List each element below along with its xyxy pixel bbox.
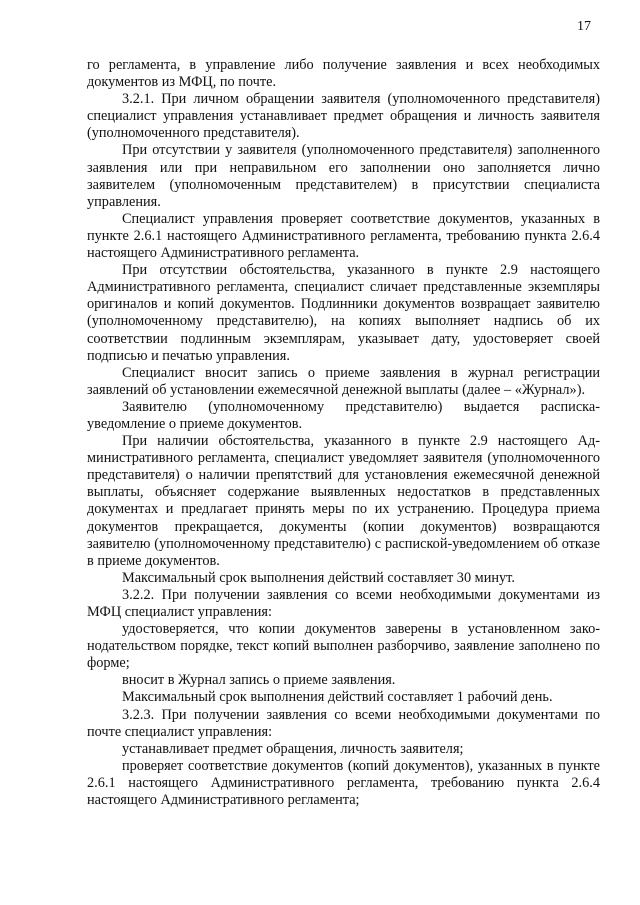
paragraph: Максимальный срок выполнения действий составляет 1 рабочий день.: [122, 689, 553, 706]
paragraph: Специалист вносит запись о приеме заявления в журнал регистрации заявлений об установлении ежемесячной денежной выплаты (далее – «Журнал»).: [87, 364, 600, 398]
paragraph: вносит в Журнал запись о приеме заявления.: [122, 672, 396, 689]
paragraph-3-2-2: 3.2.2. При получении заявления со всеми необходимыми документами из МФЦ специалист управления:: [87, 586, 600, 620]
paragraph: удостоверяется, что копии документов заверены в установленном законодательством порядке, текст копий выполнен разборчиво, заявление заполнено по форме;: [87, 621, 600, 672]
paragraph: Максимальный срок выполнения действий составляет 30 минут.: [122, 569, 515, 586]
paragraph: При отсутствии обстоятельства, указанного в пункте 2.9 настоящего Административного регламента, специалист сличает представленные экземпляры оригиналов и копий документов. Подлинники документов возвращает заявителю (уполномоченному представителю), на копиях выполняет надпись об их соответствии подлинным экземплярам, указывает дату, удостоверяет своей подписью и печатью управления.: [87, 262, 600, 364]
paragraph: Специалист управления проверяет соответствие документов, указанных в пункте 2.6.1 настоящего Административного регламента, требованию пункта 2.6.4 настоящего Административного регламента.: [87, 210, 600, 262]
paragraph-continuation: го регламента, в управление либо получение заявления и всех необходимых документов из МФЦ, по почте.: [87, 57, 600, 91]
paragraph: проверяет соответствие документов (копий документов), указанных в пункте 2.6.1 настоящего Административного регламента, требованию пункта 2.6.4 настоящего Административного регламента;: [87, 757, 600, 809]
page-body: [87, 57, 600, 809]
paragraph-3-2-1: 3.2.1. При личном обращении заявителя (уполномоченного представителя) специалист управления устанавливает предмет обращения и личность заявителя (уполномоченного представителя).: [87, 91, 600, 142]
page-number: 17: [577, 19, 591, 34]
paragraph-3-2-3: 3.2.3. При получении заявления со всеми необходимыми документами по почте специалист управления:: [87, 706, 600, 740]
paragraph: При наличии обстоятельства, указанного в пункте 2.9 настоящего Административного регламента, специалист уведомляет заявителя (уполномоченного представителя) о наличии препятствий для установления ежемесячной денежной выплаты, объясняет содержание выявленных недостатков в представленных документах и предлагает принять меры по их устранению. Процедура приема документов прекращается, документы (копии документов) возвращаются заявителю (уполномоченному представителю) с распиской-уведомлением об отказе в приеме документов.: [87, 433, 600, 569]
paragraph: Заявителю (уполномоченному представителю) выдается расписка-уведомление о приеме документов.: [87, 398, 600, 432]
paragraph: устанавливает предмет обращения, личность заявителя;: [122, 740, 464, 757]
paragraph: При отсутствии у заявителя (уполномоченного представителя) заполненного заявления или при неправильном его заполнении оно заполняется лично заявителем (уполномоченным представителем) в присутствии специалиста управления.: [87, 142, 600, 210]
